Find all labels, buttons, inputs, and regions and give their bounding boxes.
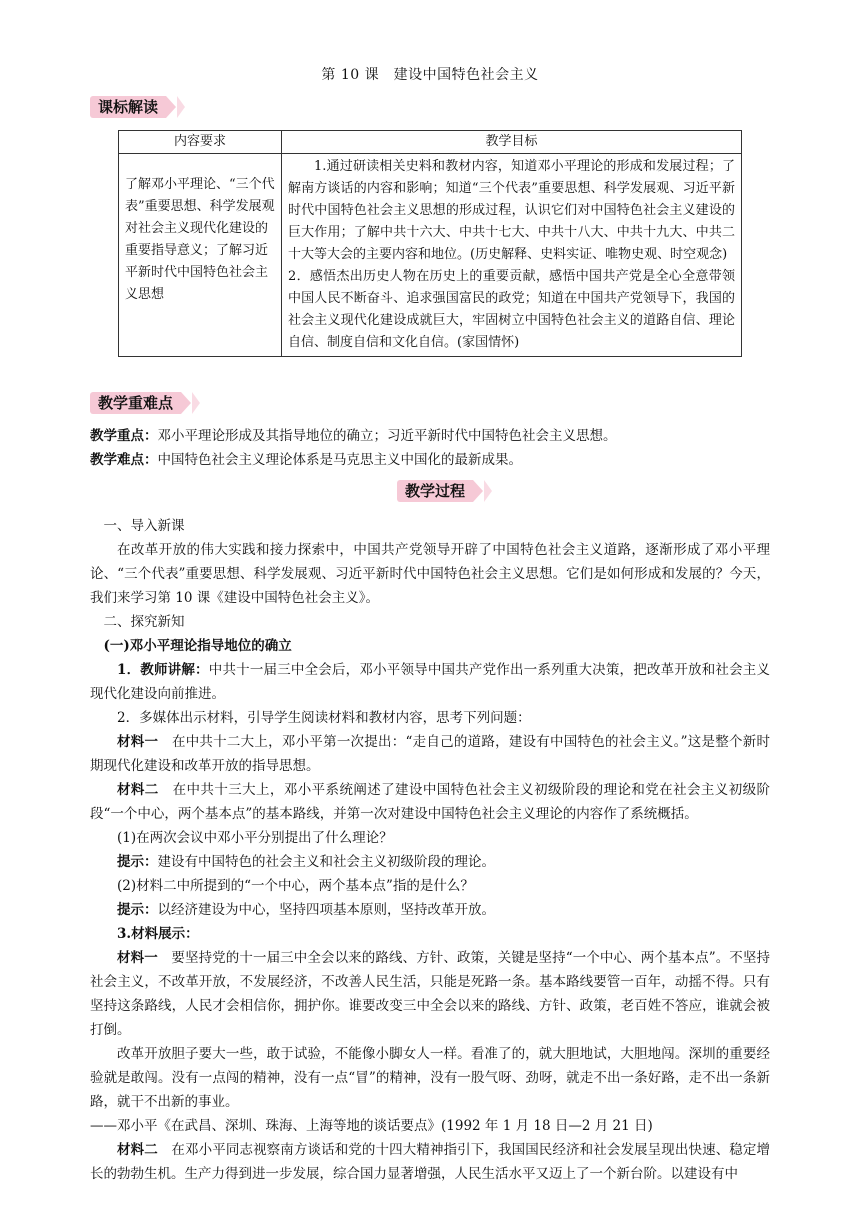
badge-arrow-icon [166,96,176,118]
goal-1: 1.通过研读相关史料和教材内容，知道邓小平理论的形成和发展过程；了解南方谈话的内容和影响；知道“三个代表”重要思想、科学发展观、习近平新时代中国特色社会主义思想的形成过程，认识它们对中国特色社会主义建设的巨大作用；了解中共十六大、中共十七大、中共十八大、中共十九大、中共二十大等大会的主要内容和地位。(历史解释、史料实证、唯物史观、时空观念) [288,159,735,262]
badge-arrow-icon [192,392,200,414]
material-2 [90,778,770,826]
material-1-label: 材料一 [117,734,159,750]
header-content-requirement: 内容要求 [119,131,282,154]
material-3-continued: 改革开放胆子要大一些，敢于试验，不能像小脚女人一样。看准了的，就大胆地试，大胆地闯。深圳的重要经验就是敢闯。没有一点闯的精神，没有一点“冒”的精神，没有一股气呀、劲呀，就走不出一条好路，走不出一条新路，就干不出新的事业。 [90,1046,770,1110]
material-4-text: 在邓小平同志视察南方谈话和党的十四大精神指引下，我国国民经济和社会发展呈现出快速、稳定增长的勃勃生机。生产力得到进一步发展，综合国力显著增强，人民生活水平又迈上了一个新台阶。以建设有中 [90,1142,771,1182]
section-1-heading: 一、导入新课 [103,518,185,534]
material-3-text: 要坚持党的十一届三中全会以来的路线、方针、政策，关键是坚持“一个中心、两个基本点”。不坚持社会主义，不改革开放，不发展经济，不改善人民生活，只能是死路一条。基本路线要管一百年，动摇不得。只有坚持这条路线，人民才会相信你，拥护你。谁要改变三中全会以来的路线、方针、政策，老百姓不答应，谁就会被打倒。 [90,950,770,1038]
paragraph-3-label: 3.材料展示： [117,926,199,942]
paragraph-1-label: 1．教师讲解： [117,662,209,678]
question-1: (1)在两次会议中邓小平分别提出了什么理论？ [117,830,393,846]
section-2-heading: 二、探究新知 [103,614,185,630]
badge-arrow-icon [177,96,185,118]
difficulty-text: 中国特色社会主义理论体系是马克思主义中国化的最新成果。 [157,452,522,468]
badge-arrow-icon [181,392,191,414]
material-4-label: 材料二 [117,1142,158,1158]
answer-2-label: 提示： [117,902,158,918]
paragraph-1 [90,658,770,706]
answer-1-label: 提示： [117,854,158,870]
material-2-text: 在中共十三大上，邓小平系统阐述了建设中国特色社会主义初级阶段的理论和党在社会主义初级阶段“一个中心，两个基本点”的基本路线，并第一次对建设中国特色社会主义理论的内容作了系统概括。 [90,782,771,822]
focus-text: 邓小平理论形成及其指导地位的确立；习近平新时代中国特色社会主义思想。 [157,428,617,444]
difficulty-label: 教学难点： [90,452,158,468]
badge-standards-label: 课标解读 [90,96,166,118]
material-1-text: 在中共十二大上，邓小平第一次提出：“走自己的道路，建设有中国特色的社会主义。”这是整个新时期现代化建设和改革开放的指导思想。 [90,734,770,774]
section-1-text: 在改革开放的伟大实践和接力探索中，中国共产党领导开辟了中国特色社会主义道路，逐渐形成了邓小平理论、“三个代表”重要思想、科学发展观、习近平新时代中国特色社会主义思想。它们是如何形成和发展的？今天，我们来学习第 10 课《建设中国特色社会主义》。 [90,542,770,606]
teaching-goal-cell [282,154,742,357]
answer-1-text: 建设有中国特色的社会主义和社会主义初级阶段的理论。 [157,854,495,870]
answer-2-text: 以经济建设为中心，坚持四项基本原则，坚持改革开放。 [157,902,495,918]
standards-table [118,130,742,357]
subsection-1-heading [90,634,770,658]
answer-2 [90,898,770,922]
table-row [119,154,742,357]
badge-arrow-icon [473,480,483,502]
goal-2: 2．感悟杰出历史人物在历史上的重要贡献，感悟中国共产党是全心全意带领中国人民不断奋斗、追求强国富民的政党；知道在中国共产党领导下，我国的社会主义现代化建设成就巨大，牢固树立中国特色社会主义的道路自信、理论自信、制度自信和文化自信。(家国情怀) [288,269,735,350]
paragraph-1-text: 中共十一届三中全会后，邓小平领导中国共产党作出一系列重大决策，把改革开放和社会主义现代化建设向前推进。 [90,662,770,702]
material-3-label: 材料一 [117,950,158,966]
keypoints-section [90,424,770,472]
badge-keypoints-label: 教学重难点 [90,392,181,414]
lesson-title: 第 10 课 建设中国特色社会主义 [321,67,539,83]
paragraph-2: 2．多媒体出示材料，引导学生阅读材料和教材内容，思考下列问题： [117,710,531,726]
table-header-row [119,131,742,154]
paragraph-3 [90,922,770,946]
subsection-1-title: (一)邓小平理论指导地位的确立 [103,638,292,654]
teaching-focus [90,424,770,448]
material-3-source: ——邓小平《在武昌、深圳、珠海、上海等地的谈话要点》(1992 年 1 月 18 日—2 月 21 日) [90,1118,653,1134]
material-1 [90,730,770,778]
question-2: (2)材料二中所提到的“一个中心，两个基本点”指的是什么？ [117,878,474,894]
process-section [90,514,770,1186]
answer-1 [90,850,770,874]
badge-arrow-icon [484,480,492,502]
material-3 [90,946,770,1042]
header-teaching-goal: 教学目标 [282,131,742,154]
badge-process [397,478,492,504]
teaching-difficulty [90,448,770,472]
badge-keypoints [90,390,200,416]
content-requirement-cell: 了解邓小平理论、“三个代表”重要思想、科学发展观对社会主义现代化建设的重要指导意义；了解习近平新时代中国特色社会主义思想 [119,154,282,357]
badge-standards [90,94,185,120]
focus-label: 教学重点： [90,428,158,444]
material-2-label: 材料二 [117,782,159,798]
badge-process-label: 教学过程 [397,480,473,502]
material-4 [90,1138,770,1186]
